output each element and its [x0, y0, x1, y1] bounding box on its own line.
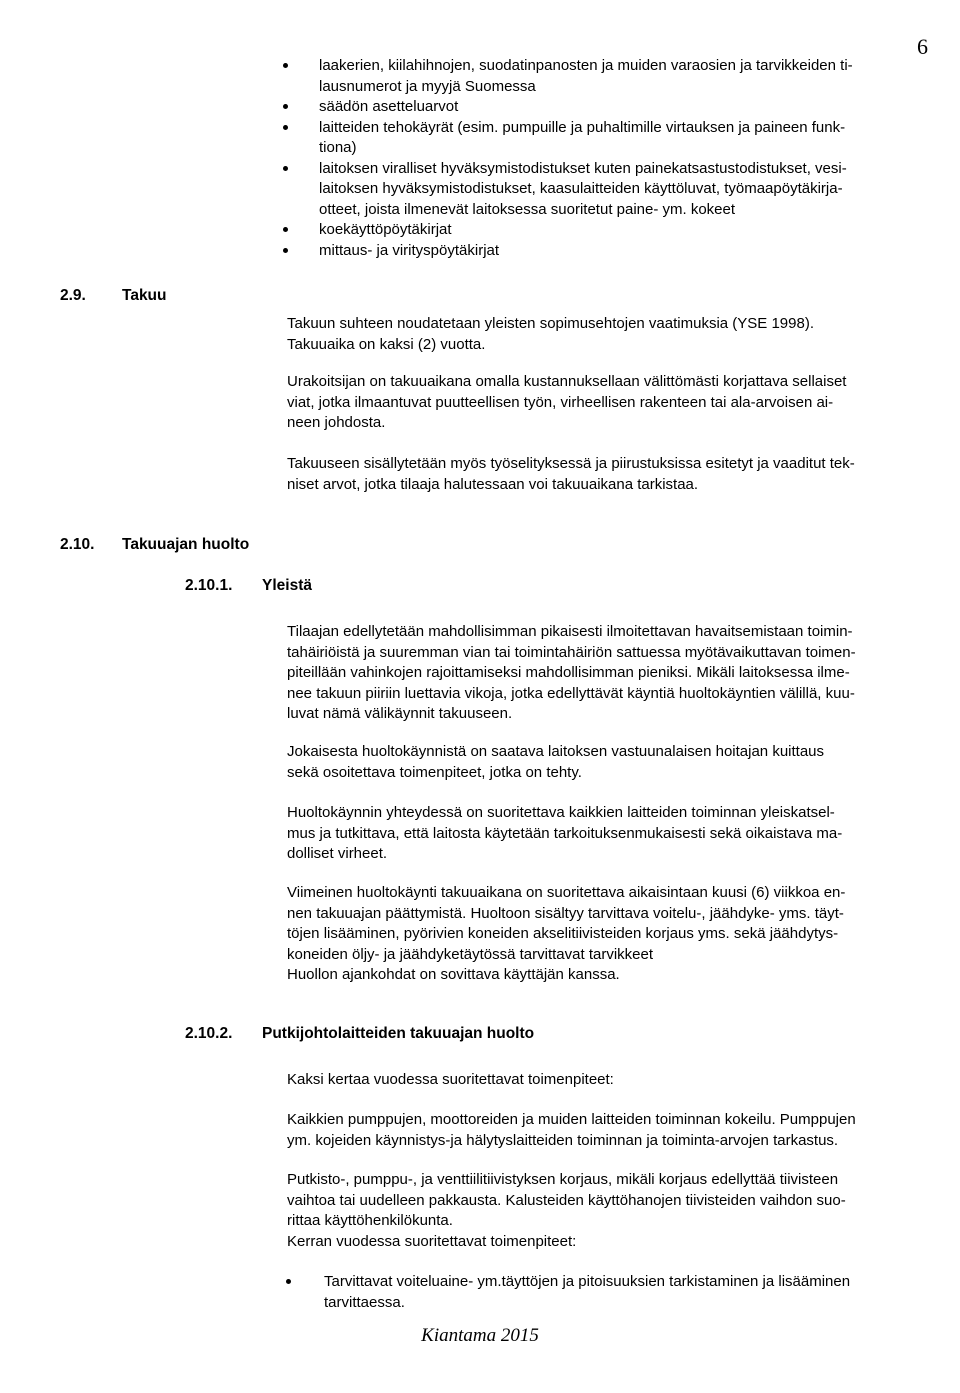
- line: laakerien, kiilahihnojen, suodatinpanosten ja muiden varaosien ja tarvikkeiden ti-: [319, 57, 853, 74]
- section-title-takuu: Takuu: [122, 287, 167, 304]
- section-title-takuuajan-huolto: Takuuajan huolto: [122, 536, 250, 553]
- paragraph: [287, 742, 939, 783]
- line: niset arvot, jotka tilaaja halutessaan voi takuuaikana tarkistaa.: [287, 475, 699, 493]
- line: Takuuseen sisällytetään myös työselityksessä ja piirustuksissa esitetyt ja vaaditut tek-: [287, 455, 855, 472]
- line: säädön asetteluarvot: [319, 98, 459, 115]
- line: rittaa käyttöhenkilökunta.: [287, 1212, 453, 1229]
- bullet-icon: [286, 1279, 291, 1284]
- line: Kerran vuodessa suoritettavat toimenpiteet:: [287, 1232, 577, 1250]
- line: Jokaisesta huoltokäynnistä on saatava laitoksen vastuunalaisen hoitajan kuittaus: [287, 743, 825, 760]
- line: Huollon ajankohdat on sovittava käyttäjän kanssa.: [287, 966, 620, 983]
- bullet-icon: [283, 248, 288, 253]
- line: laitoksen hyväksymistodistukset, kaasulaitteiden käyttöluvat, työmaapöytäkirja-: [319, 180, 843, 197]
- paragraph: [287, 1170, 939, 1252]
- paragraph: [287, 314, 939, 355]
- bullet-icon: [283, 104, 288, 109]
- line: sekä osoitettava toimenpiteet, jotka on tehty.: [287, 763, 582, 781]
- line: tiona): [319, 139, 357, 156]
- bullet-icon: [283, 166, 288, 171]
- line: Tarvittavat voiteluaine- ym.täyttöjen ja pitoisuuksien tarkistaminen ja lisääminen: [324, 1273, 851, 1290]
- paragraph: [287, 803, 939, 865]
- list-item: [319, 159, 939, 221]
- line: dolliset virheet.: [287, 845, 388, 862]
- line: tahäiriöistä ja suuremman vian tai toimintahäiriön sattuessa myötävaikuttavan toimen-: [287, 643, 856, 661]
- bullet-icon: [283, 227, 288, 232]
- line: koekäyttöpöytäkirjat: [319, 221, 452, 238]
- list-item: [324, 1272, 939, 1313]
- line: mus ja tutkittava, että laitosta käytetään tarkoituksenmukaisesti sekä oikaistava ma-: [287, 824, 843, 842]
- paragraph: [287, 622, 939, 725]
- line: mittaus- ja virityspöytäkirjat: [319, 241, 500, 259]
- line: lausnumerot ja myyjä Suomessa: [319, 77, 536, 95]
- section-title-yleista: Yleistä: [262, 577, 312, 594]
- line: Kaikkien pumppujen, moottoreiden ja muiden laitteiden toiminnan kokeilu. Pumppujen: [287, 1111, 856, 1128]
- line: laitoksen viralliset hyväksymistodistukset kuten painekatsastustodistukset, vesi-: [319, 159, 847, 177]
- paragraph: [287, 454, 939, 495]
- line: neen johdosta.: [287, 414, 386, 431]
- paragraph: [287, 1110, 939, 1151]
- bullet-icon: [283, 125, 288, 130]
- section-number-2-10-2: 2.10.2.: [185, 1025, 233, 1042]
- line: tarvittaessa.: [324, 1293, 405, 1311]
- section-number-2-10: 2.10.: [60, 536, 95, 553]
- line: luvat nämä välikäynnit takuuseen.: [287, 705, 513, 722]
- section-title-putkijohtolaitteiden: Putkijohtolaitteiden takuuajan huolto: [262, 1025, 535, 1042]
- section-number-2-10-1: 2.10.1.: [185, 577, 233, 594]
- line: Viimeinen huoltokäynti takuuaikana on suoritettava aikaisintaan kuusi (6) viikkoa en-: [287, 884, 846, 901]
- line: viat, jotka ilmaantuvat puutteellisen työn, virheellisen rakenteen tai ala-arvoisen ai-: [287, 393, 834, 411]
- line: töjen lisääminen, pyörivien koneiden akselitiivisteiden korjaus yms. sekä jäähdytys-: [287, 925, 839, 942]
- line: Kaksi kertaa vuodessa suoritettavat toimenpiteet:: [287, 1071, 614, 1088]
- paragraph: [287, 883, 939, 986]
- list-item: [319, 56, 939, 97]
- intro-bullet-list: [319, 56, 939, 261]
- line: Takuun suhteen noudatetaan yleisten sopimusehtojen vaatimuksia (YSE 1998).: [287, 315, 814, 332]
- line: otteet, joista ilmenevät laitoksessa suoritetut paine- ym. kokeet: [319, 200, 736, 218]
- line: ym. kojeiden käynnistys-ja hälytyslaitteiden toiminnan ja toiminta-arvojen tarkastus.: [287, 1131, 839, 1149]
- bullet-icon: [283, 63, 288, 68]
- list-item: [319, 97, 939, 118]
- maintenance-bullet-list: [324, 1272, 939, 1313]
- line: koneiden öljy- ja jäähdyketäytössä tarvittavat tarvikkeet: [287, 945, 654, 963]
- line: piteillään vahinkojen rajoittamiseksi mahdollisimman pieniksi. Mikäli laitoksessa ilme-: [287, 664, 850, 681]
- list-item: [319, 220, 939, 241]
- list-item: [319, 118, 939, 159]
- line: laitteiden tehokäyrät (esim. pumpuille ja puhaltimille virtauksen ja paineen funk-: [319, 118, 846, 136]
- line: nen takuuajan päättymistä. Huoltoon sisältyy tarvittava voitelu-, jäähdyke- yms. täyt-: [287, 904, 844, 922]
- line: Urakoitsijan on takuuaikana omalla kustannuksellaan välittömästi korjattava sellaiset: [287, 373, 847, 390]
- section-number-2-9: 2.9.: [60, 287, 86, 304]
- line: nee takuun piiriin luettavia vikoja, jotka edellyttävät käyntiä huoltokäyntien välillä, kuu-: [287, 684, 855, 702]
- line: Huoltokäynnin yhteydessä on suoritettava kaikkien laitteiden toiminnan yleiskatsel-: [287, 804, 835, 821]
- page-number: 6: [917, 34, 928, 59]
- line: Tilaajan edellytetään mahdollisimman pikaisesti ilmoitettavan havaitsemistaan toimin-: [287, 623, 853, 640]
- line: vaihtoa tai uudelleen pakkausta. Kalusteiden käyttöhanojen tiivisteiden vaihdon suo-: [287, 1191, 846, 1209]
- line: Takuuaika on kaksi (2) vuotta.: [287, 335, 486, 353]
- paragraph: [287, 1070, 939, 1091]
- list-item: [319, 241, 939, 262]
- footer: Kiantama 2015: [421, 1325, 539, 1346]
- paragraph: [287, 372, 939, 434]
- line: Putkisto-, pumppu-, ja venttiilitiivistyksen korjaus, mikäli korjaus edellyttää tiivisteen: [287, 1171, 839, 1188]
